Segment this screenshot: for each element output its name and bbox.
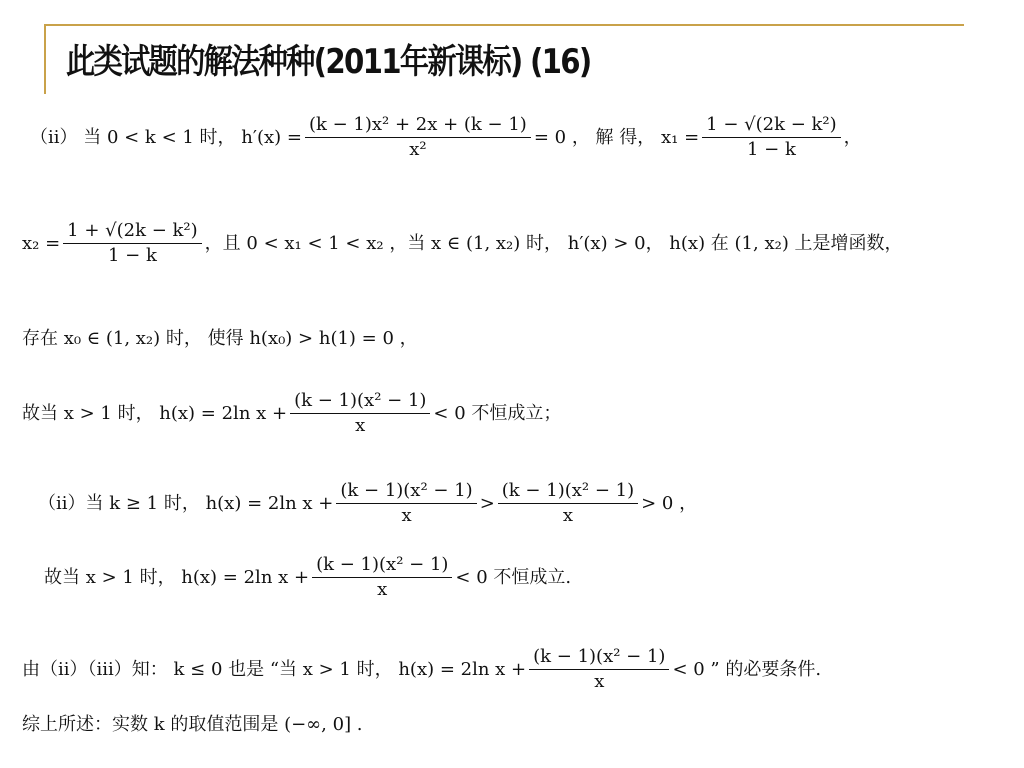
line7-denominator: x	[594, 670, 605, 692]
line4-fraction	[290, 392, 430, 436]
slide-title: 此类试题的解法种种(2011年新课标) (16)	[66, 42, 591, 82]
line1-denominator-2: 1 − k	[746, 138, 796, 160]
line1-fraction	[305, 116, 531, 160]
line2-prefix: x₂ =	[22, 232, 61, 254]
line2-denominator: 1 − k	[107, 244, 157, 266]
title-top-rule	[44, 24, 964, 26]
line4-denominator: x	[355, 414, 366, 436]
line1-fraction-2	[702, 116, 841, 160]
line5-denominator-2: x	[562, 504, 574, 526]
line2-fraction	[63, 222, 202, 266]
line6-denominator: x	[377, 578, 388, 600]
title-left-rule	[44, 24, 46, 94]
line1-numerator: (k − 1)x² + 2x + (k − 1)	[305, 116, 531, 138]
line5-fraction	[336, 482, 476, 526]
math-line-6	[44, 556, 571, 600]
math-line-5	[38, 482, 697, 526]
math-line-7	[22, 648, 821, 692]
line5-denominator: x	[401, 504, 412, 526]
math-line-3	[22, 330, 418, 348]
line7-numerator: (k − 1)(x² − 1)	[529, 648, 669, 670]
math-line-8	[22, 716, 363, 734]
line2-suffix: ，且 0 < x₁ < 1 < x₂ ，当 x ∈ (1, x₂) 时， h′(x) > 0， h(x) 在 (1, x₂) 上是增函数，	[204, 232, 903, 254]
line5-fraction-2	[498, 482, 638, 526]
line8-text: 综上所述：实数 k 的取值范围是 (−∞, 0] .	[22, 714, 363, 735]
line6-numerator: (k − 1)(x² − 1)	[312, 556, 452, 578]
line3-text: 存在 x₀ ∈ (1, x₂) 时， 使得 h(x₀) > h(1) = 0 ，	[22, 328, 418, 349]
line1-denominator: x²	[409, 138, 427, 160]
line1-suffix: ，	[843, 126, 862, 148]
line1-middle: = 0 ， 解 得， x₁ =	[533, 126, 700, 148]
line7-prefix: 由（ii）（iii）知： k ≤ 0 也是 “当 x > 1 时， h(x) = 2ln x +	[22, 658, 527, 680]
line5-suffix: > 0 ，	[641, 492, 698, 514]
line5-prefix: （ii）当 k ≥ 1 时， h(x) = 2ln x +	[38, 492, 334, 514]
line4-prefix: 故当 x > 1 时， h(x) = 2ln x +	[22, 402, 288, 424]
line4-suffix: < 0 不恒成立；	[433, 402, 562, 424]
math-line-1	[30, 116, 862, 160]
line5-numerator: (k − 1)(x² − 1)	[336, 482, 476, 504]
line1-prefix: （ii） 当 0 < k < 1 时， h′(x) =	[30, 126, 302, 148]
line4-numerator: (k − 1)(x² − 1)	[290, 392, 430, 414]
math-line-2	[22, 222, 903, 266]
line6-prefix: 故当 x > 1 时， h(x) = 2ln x +	[44, 566, 310, 588]
line5-numerator-2: (k − 1)(x² − 1)	[498, 482, 638, 504]
line6-suffix: < 0 不恒成立.	[455, 566, 572, 588]
line6-fraction	[312, 556, 452, 600]
math-line-4	[22, 392, 561, 436]
line5-middle: >	[479, 492, 495, 514]
line7-fraction	[529, 648, 669, 692]
line7-suffix: < 0 ” 的必要条件.	[672, 658, 822, 680]
line1-numerator-2: 1 − √(2k − k²)	[702, 116, 841, 138]
line2-numerator: 1 + √(2k − k²)	[63, 222, 202, 244]
